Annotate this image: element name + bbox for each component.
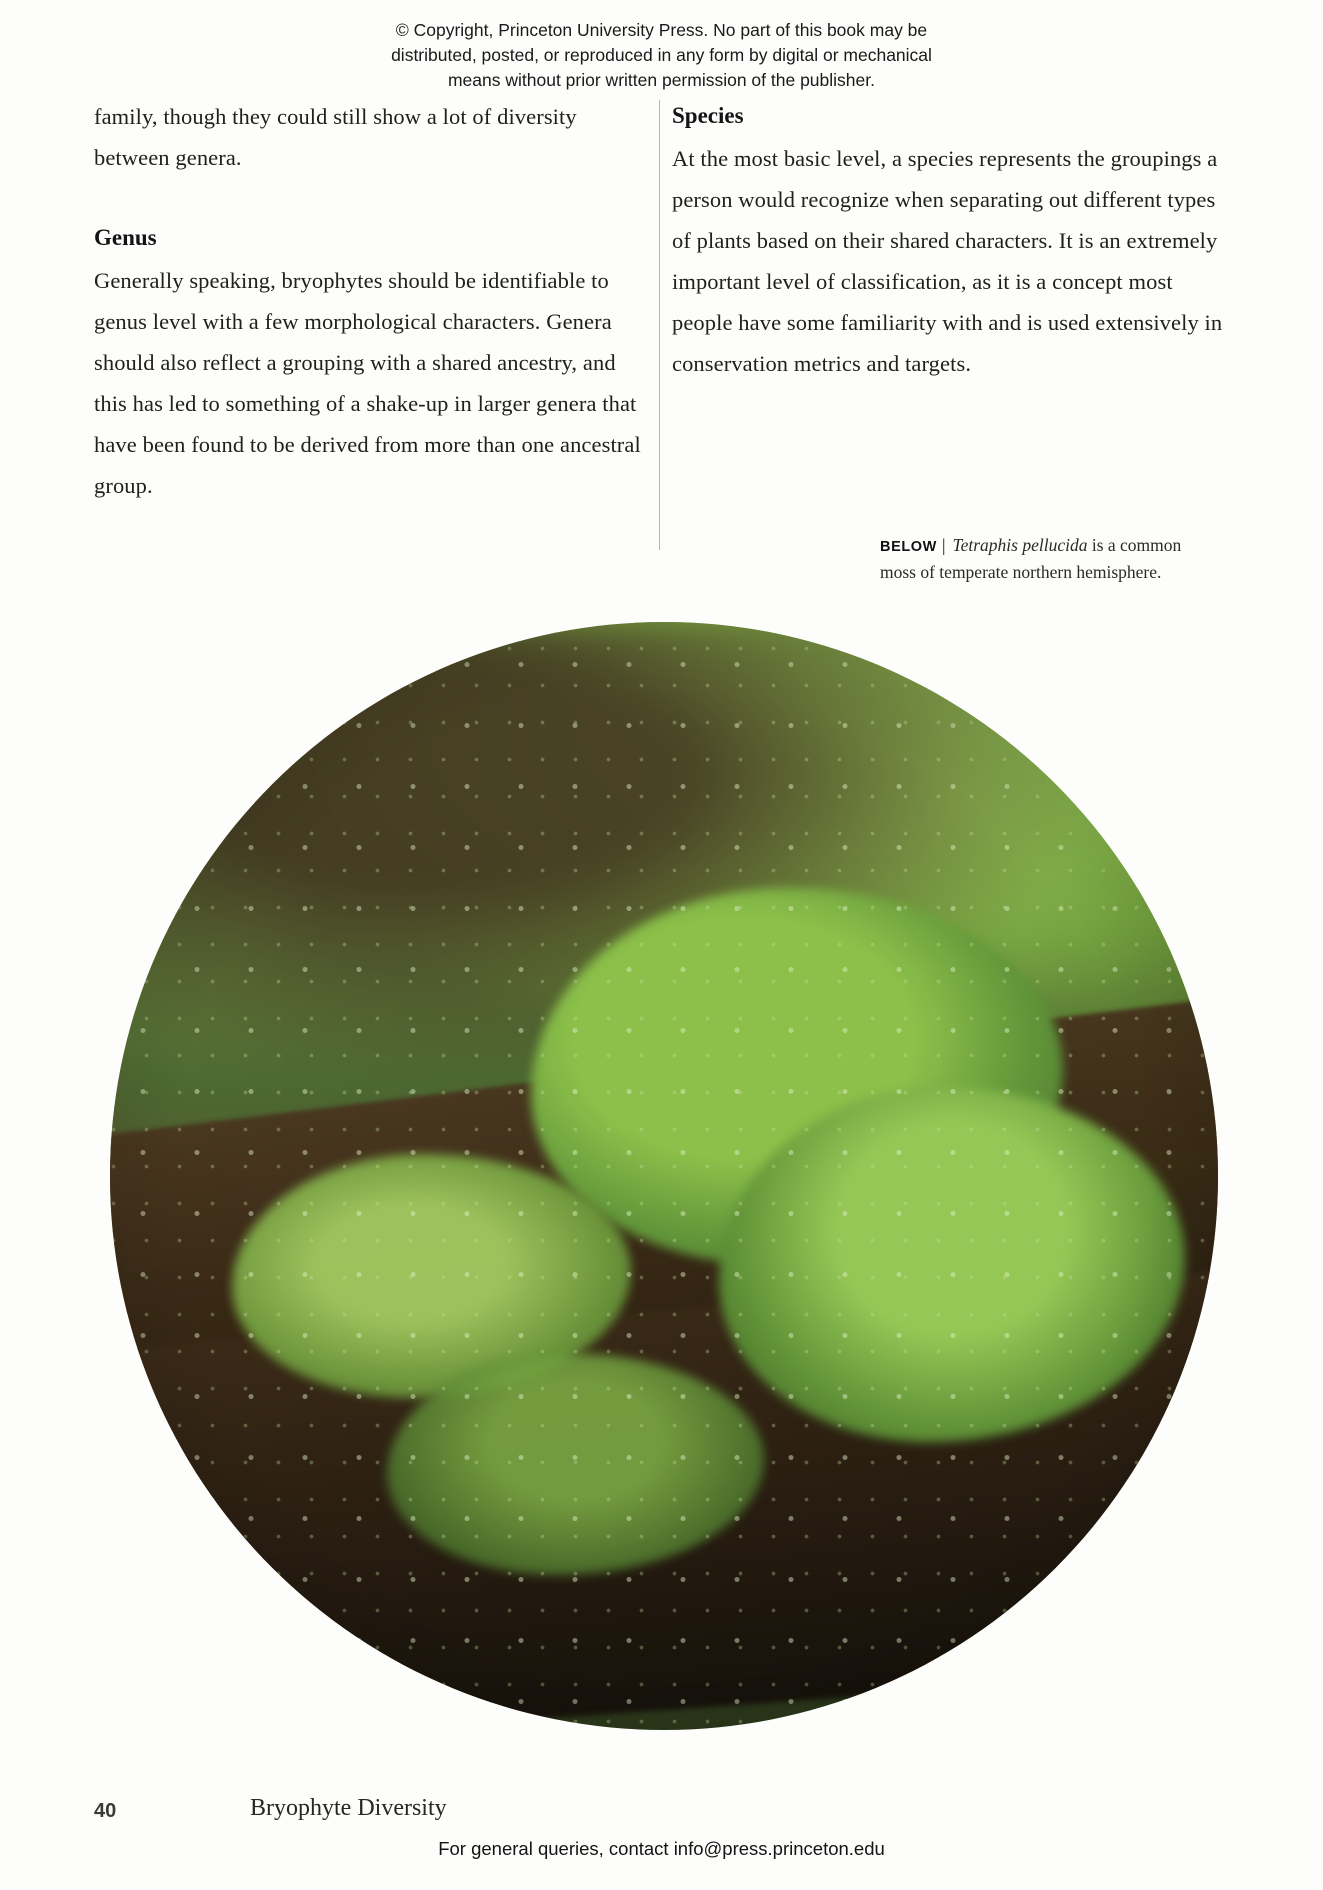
page-number: 40 [94,1800,117,1822]
moss-photograph [110,622,1218,1730]
copyright-notice [0,18,1323,93]
caption-species-name: Tetraphis pellucida [952,535,1088,555]
column-divider [659,100,660,550]
left-column [94,96,654,506]
right-column [672,96,1232,384]
copyright-line-3: means without prior written permission of the publisher. [447,69,875,90]
genus-paragraph: Generally speaking, bryophytes should be identifiable to genus level with a few morphological characters. Genera should also reflect a grouping with a shared ancestry, and this has led to something of a shake-up in larger genera that have been found to be derived from more than one ancestral group. [94,268,641,498]
caption-separator: | [941,535,946,555]
running-head: Bryophyte Diversity [250,1795,447,1821]
caption-label: BELOW [880,539,937,555]
copyright-line-1: © Copyright, Princeton University Press. No part of this book may be [395,20,928,40]
continued-paragraph: family, though they could still show a lot of diversity between genera. [94,104,577,170]
general-queries-notice: For general queries, contact info@press.princeton.edu [438,1838,885,1859]
species-heading: Species [672,103,744,128]
copyright-line-2: distributed, posted, or reproduced in any form by digital or mechanical [391,44,932,65]
photo-vignette [110,622,1218,1730]
genus-heading: Genus [94,225,157,250]
species-paragraph: At the most basic level, a species represents the groupings a person would recognize when separating out different types of plants based on their shared characters. It is an extremely important level of classification, as it is a concept most people have some familiarity with and is used extensively in conservation metrics and targets. [672,146,1223,376]
caption-text: is a common moss of temperate northern hemisphere. [880,535,1182,582]
paragraph-spacer [94,178,654,218]
figure-caption [880,533,1190,585]
